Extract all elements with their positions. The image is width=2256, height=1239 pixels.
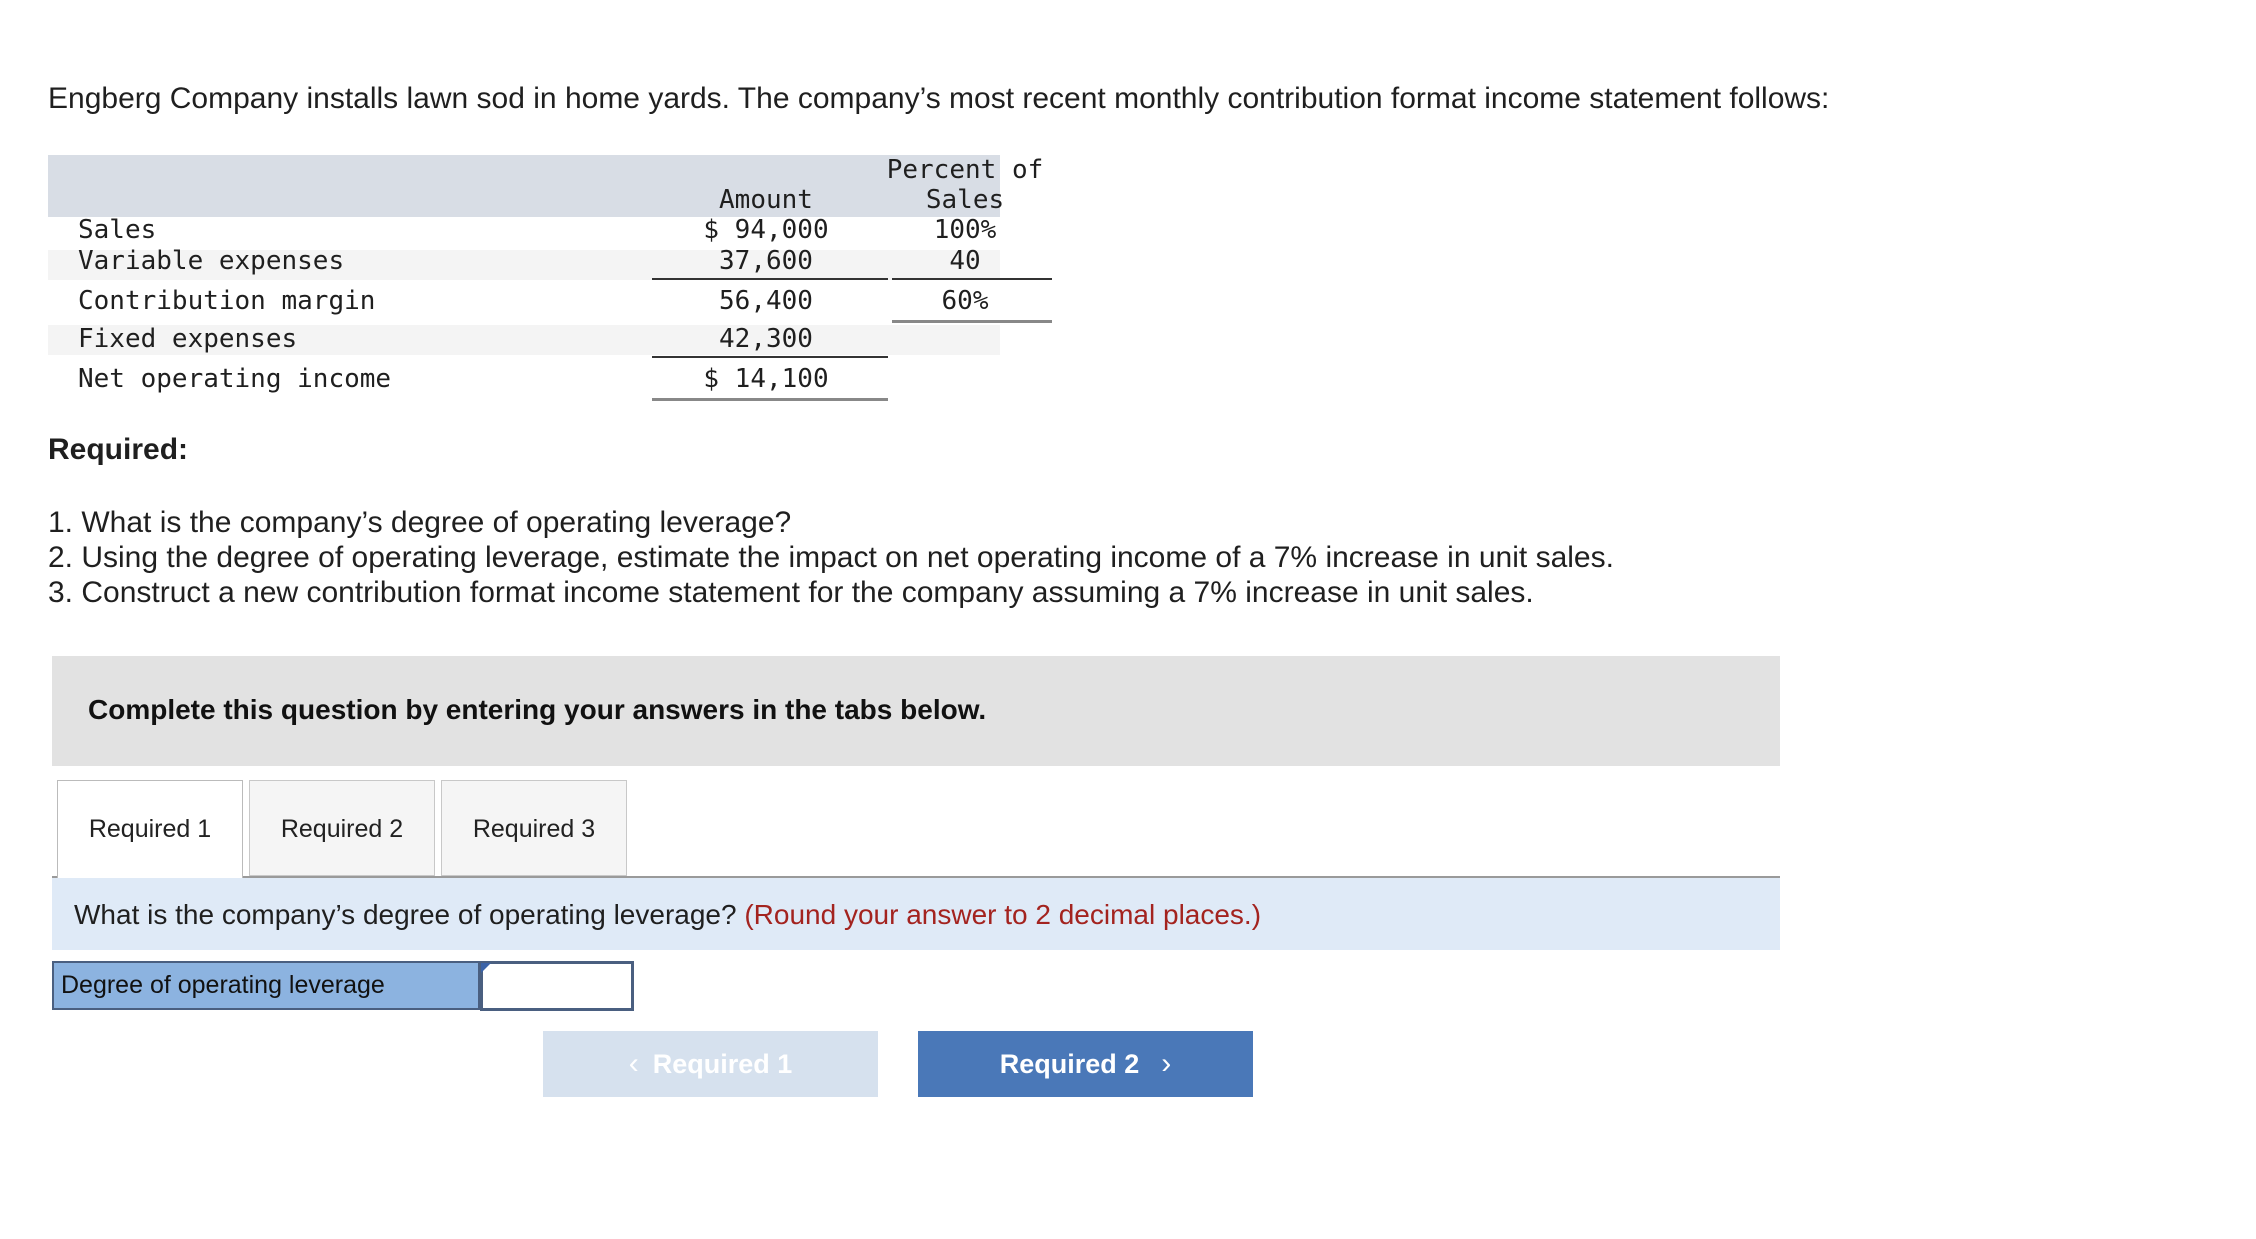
percent-column-header: Sales [925, 185, 1005, 215]
contribution-margin-percent: 60% [941, 286, 989, 316]
list-item: 2. Using the degree of operating leverage, estimate the impact on net operating income of a 7% increase in unit sales. [48, 541, 1614, 574]
amount-column-header: Amount [719, 185, 813, 215]
total-rule [892, 320, 1052, 323]
sales-amount: $ 94,000 [703, 215, 829, 245]
subtotal-rule [892, 278, 1052, 280]
list-item: 1. What is the company’s degree of operating leverage? [48, 506, 792, 539]
question-list [48, 505, 1614, 610]
sales-percent: 100% [933, 215, 997, 245]
row-label-fixed-expenses: Fixed expenses [78, 324, 298, 354]
input-corner-marker-icon [481, 963, 491, 973]
rounding-hint: (Round your answer to 2 decimal places.) [744, 899, 1262, 930]
row-label-sales: Sales [78, 215, 157, 245]
subtotal-rule [652, 356, 888, 358]
fixed-expenses-amount: 42,300 [719, 324, 813, 354]
required-heading: Required: [48, 433, 189, 466]
next-button-label: Required 2 [999, 1048, 1140, 1079]
tab-required-1[interactable]: Required 1 [57, 780, 243, 878]
instructions-banner [52, 656, 1780, 766]
previous-required-button[interactable] [543, 1031, 878, 1097]
row-label-contribution-margin: Contribution margin [78, 286, 376, 316]
chevron-right-icon: › [1161, 1047, 1172, 1080]
instructions-text: Complete this question by entering your answers in the tabs below. [88, 694, 987, 725]
tab-required-3[interactable]: Required 3 [441, 780, 627, 876]
tab-required-2[interactable]: Required 2 [249, 780, 435, 876]
row-label-net-operating-income: Net operating income [78, 364, 392, 394]
row-label-variable-expenses: Variable expenses [78, 246, 345, 276]
net-operating-income-amount: $ 14,100 [703, 364, 829, 394]
income-statement-table [48, 155, 1044, 405]
percent-column-header: Percent of [886, 155, 1044, 185]
chevron-left-icon: ‹ [628, 1047, 639, 1080]
list-item: 3. Construct a new contribution format income statement for the company assuming a 7% increase in unit sales. [48, 576, 1534, 609]
tab-question-box [52, 878, 1780, 950]
question-prompt [74, 899, 1261, 931]
subtotal-rule [652, 278, 888, 280]
contribution-margin-amount: 56,400 [719, 286, 813, 316]
total-rule [652, 398, 888, 401]
variable-expenses-amount: 37,600 [719, 246, 813, 276]
problem-intro: Engberg Company installs lawn sod in home yards. The company’s most recent monthly contribution format income statement follows: [48, 82, 1830, 115]
degree-of-operating-leverage-input[interactable] [480, 961, 634, 1011]
degree-of-operating-leverage-label: Degree of operating leverage [52, 961, 480, 1010]
previous-button-label: Required 1 [652, 1048, 793, 1079]
variable-expenses-percent: 40 [949, 246, 981, 276]
next-required-button[interactable] [918, 1031, 1253, 1097]
question-text: What is the company’s degree of operating leverage? [74, 899, 737, 930]
